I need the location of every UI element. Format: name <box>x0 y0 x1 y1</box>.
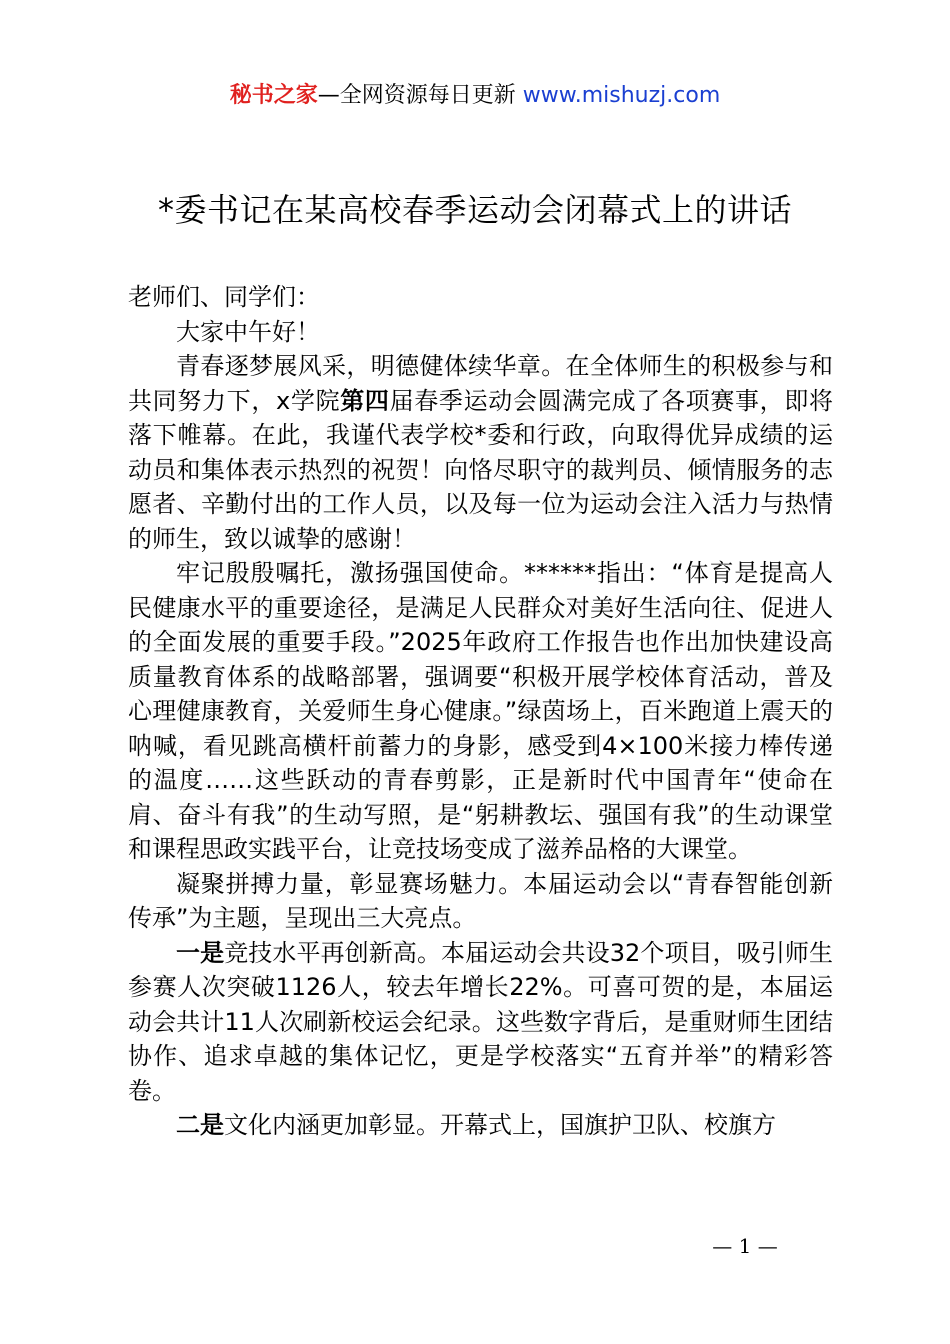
paragraph-3: 凝聚拼搏力量，彰显赛场魅力。本届运动会以“青春智能创新传承”为主题，呈现出三大亮点。 <box>128 869 833 932</box>
paragraph-4-lead: 一是 <box>176 938 225 967</box>
paragraph-4 <box>128 936 833 1109</box>
paragraph-1-text-b: 届春季运动会圆满完成了各项赛事，即将落下帷幕。在此，我谨代表学校*委和行政，向取得优异成绩的运动员和集体表示热烈的祝贺！向恪尽职守的裁判员、倾情服务的志愿者、辛勤付出的工作人员，以及每一位为运动会注入活力与热情的师生，致以诚挚的感谢！ <box>128 386 834 553</box>
paragraph-1-bold: 第四 <box>340 386 390 415</box>
paragraph-5-lead: 二是 <box>176 1111 224 1139</box>
site-brand: 秘书之家 <box>229 83 318 108</box>
paragraph-4-text: 竞技水平再创新高。本届运动会共设32个项目，吸引师生参赛人次突破1126人，较去年增长22%。可喜可贺的是，本届运动会共计11人次刷新校运会纪录。这些数字背后，是重财师生团结协作、追求卓越的集体记忆，更是学校落实“五育并举”的精彩答卷。 <box>128 938 834 1105</box>
site-header <box>0 80 950 112</box>
paragraph-5-text: 文化内涵更加彰显。开幕式上，国旗护卫队、校旗方 <box>224 1111 776 1139</box>
greeting: 大家中午好！ <box>176 317 320 346</box>
document-body <box>128 280 833 1143</box>
document-title: *委书记在某高校春季运动会闭幕式上的讲话 <box>157 191 792 229</box>
salutation: 老师们、同学们： <box>128 283 320 311</box>
paragraph-1-text-a: 青春逐梦展风采，明德健体续华章。在全体师生的积极参与和共同努力下，x学院 <box>128 352 833 415</box>
page-number: — 1 — <box>712 1234 778 1258</box>
paragraph-1 <box>128 349 833 556</box>
paragraph-5 <box>128 1108 833 1143</box>
site-slogan: —全网资源每日更新 <box>317 83 523 108</box>
site-url-link[interactable]: www.mishuzj.com <box>522 83 721 108</box>
paragraph-2: 牢记殷殷嘱托，激扬强国使命。******指出：“体育是提高人民健康水平的重要途径，是满足人民群众对美好生活向往、促进人的全面发展的重要手段。”2025年政府工作报告也作出加快建设高质量教育体系的战略部署，强调要“积极开展学校体育活动，普及心理健康教育，关爱师生身心健康。”绿茵场上，百米跑道上震天的呐喊，看见跳高横杆前蓄力的身影，感受到4×100米接力棒传递的温度……这些跃动的青春剪影，正是新时代中国青年“使命在肩、奋斗有我”的生动写照，是“躬耕教坛、强国有我”的生动课堂和课程思政实践平台，让竞技场变成了滋养品格的大课堂。 <box>128 559 833 863</box>
